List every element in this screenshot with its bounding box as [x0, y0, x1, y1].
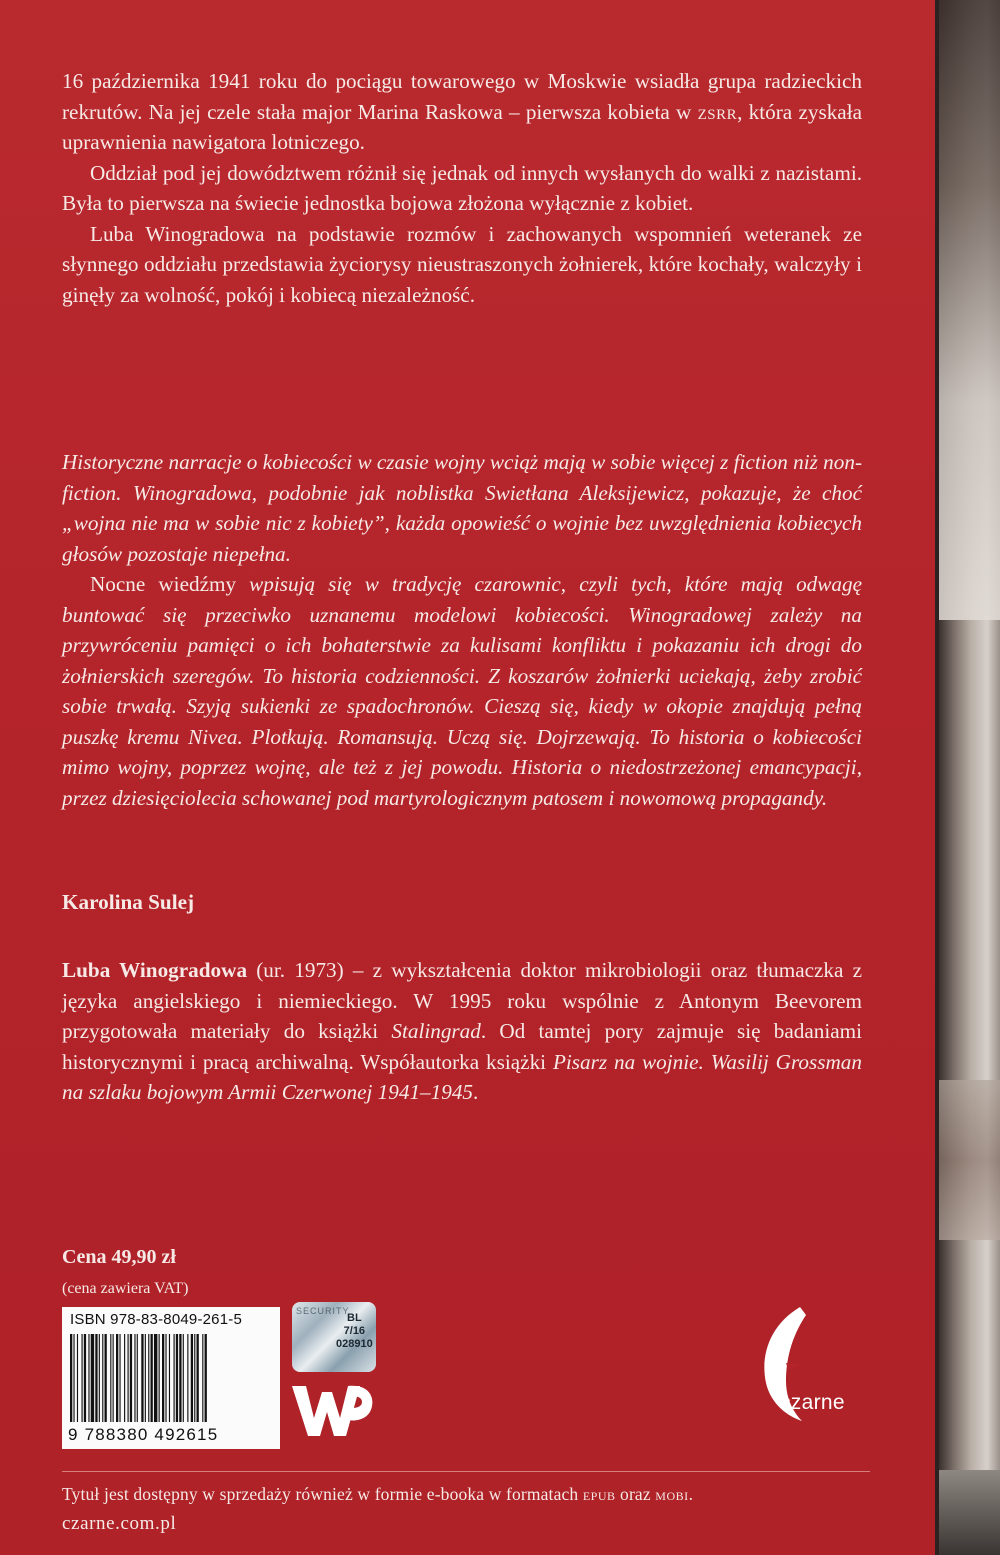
footer-divider [62, 1471, 870, 1472]
czarne-wordmark: czarne [780, 1391, 845, 1414]
blurb-paragraph-2: Oddział pod jej dowództwem różnił się jednak od innych wysłanych do walki z nazistami. Była to pierwsza na świecie jednostka bojowa złożona wyłącznie z kobiet. [62, 160, 862, 215]
review-quote [62, 447, 862, 813]
ebook-note: Tytuł jest dostępny w sprzedaży również w formie e-booka w formatach epub oraz mobi. [62, 1484, 694, 1504]
book-spine [935, 0, 1000, 1555]
quote-author: Karolina Sulej [62, 890, 195, 914]
blurb [62, 66, 862, 310]
bio-paragraph: Luba Winogradowa (ur. 1973) – z wykształcenia doktor mikrobiologii oraz tłumaczka z języka angielskiego i niemieckiego. W 1995 roku wspólnie z Antonym Beevorem przygotowała materiały do książki Stalingrad. Od tamtej pory zajmuje się badaniami historycznymi i pracą archiwalną. Współautorka książki Pisarz na wojnie. Wasilij Grossman na szlaku bojowym Armii Czerwonej 1941–1945. [62, 958, 862, 1104]
price-label: Cena 49,90 zł [62, 1246, 176, 1268]
quote-paragraph-2: Nocne wiedźmy wpisują się w tradycję czarownic, czyli tych, które mają odwagę buntować się przeciwko uznanemu modelowi kobiecości. Winogradowej zależy na przywróceniu pamięci o ich bohaterstwie za kulisami konfliktu i pokazaniu ich drogi do żołnierskich szeregów. To historia codzienności. Z koszarów żołnierki uciekają, żeby zrobić sobie trwałą. Szyją sukienki ze spadochronów. Cieszą się, kiedy w okopie znajdują pełną puszkę kremu Nivea. Plotkują. Romansują. Uczą się. Dojrzewają. To historia o kobiecości mimo wojny, poprzez wojnę, ale też z jej powodu. Historia o niedostrzeżonej emancypacji, przez dziesięciolecia schowanej pod martyrologicznym patosem i nowomową propagandy. [62, 572, 862, 810]
isbn-barcode [62, 1307, 280, 1449]
quote-paragraph-1: Historyczne narracje o kobiecości w czasie wojny wciąż mają w sobie więcej z fiction niż non-fiction. Winogradowa, podobnie jak noblistka Swietłana Aleksijewicz, pokazuje, że choć „wojna nie ma w sobie nic z kobiety”, każda opowieść o wojnie bez uwzględnienia kobiecych głosów pozostaje niepełna. [62, 450, 862, 566]
svg-text:WP: WP [286, 1378, 288, 1379]
vat-note: (cena zawiera VAT) [62, 1280, 189, 1297]
blurb-paragraph-1: 16 października 1941 roku do pociągu towarowego w Moskwie wsiadła grupa radzieckich rekrutów. Na jej czele stała major Marina Raskowa – pierwsza kobieta w zsrr, która zyskała uprawnienia nawigatora lotniczego. [62, 69, 862, 154]
author-bio [62, 955, 862, 1108]
barcode-bars [70, 1334, 272, 1424]
barcode-digits: 9 788380 492615 [68, 1425, 219, 1444]
isbn-text: ISBN 978-83-8049-261-5 [70, 1311, 243, 1328]
blurb-paragraph-3: Luba Winogradowa na podstawie rozmów i zachowanych wspomnień weteranek ze słynnego oddziału przedstawia życiorysy nieustraszonych żołnierek, które kochały, walczyły i ginęły za wolność, pokój i kobiecą niezależność. [62, 221, 862, 307]
publisher-website[interactable]: czarne.com.pl [62, 1513, 177, 1534]
security-hologram: SECURITY BL 7/16 028910 [292, 1302, 376, 1372]
wp-logo [286, 1378, 376, 1444]
czarne-logo [758, 1305, 845, 1430]
